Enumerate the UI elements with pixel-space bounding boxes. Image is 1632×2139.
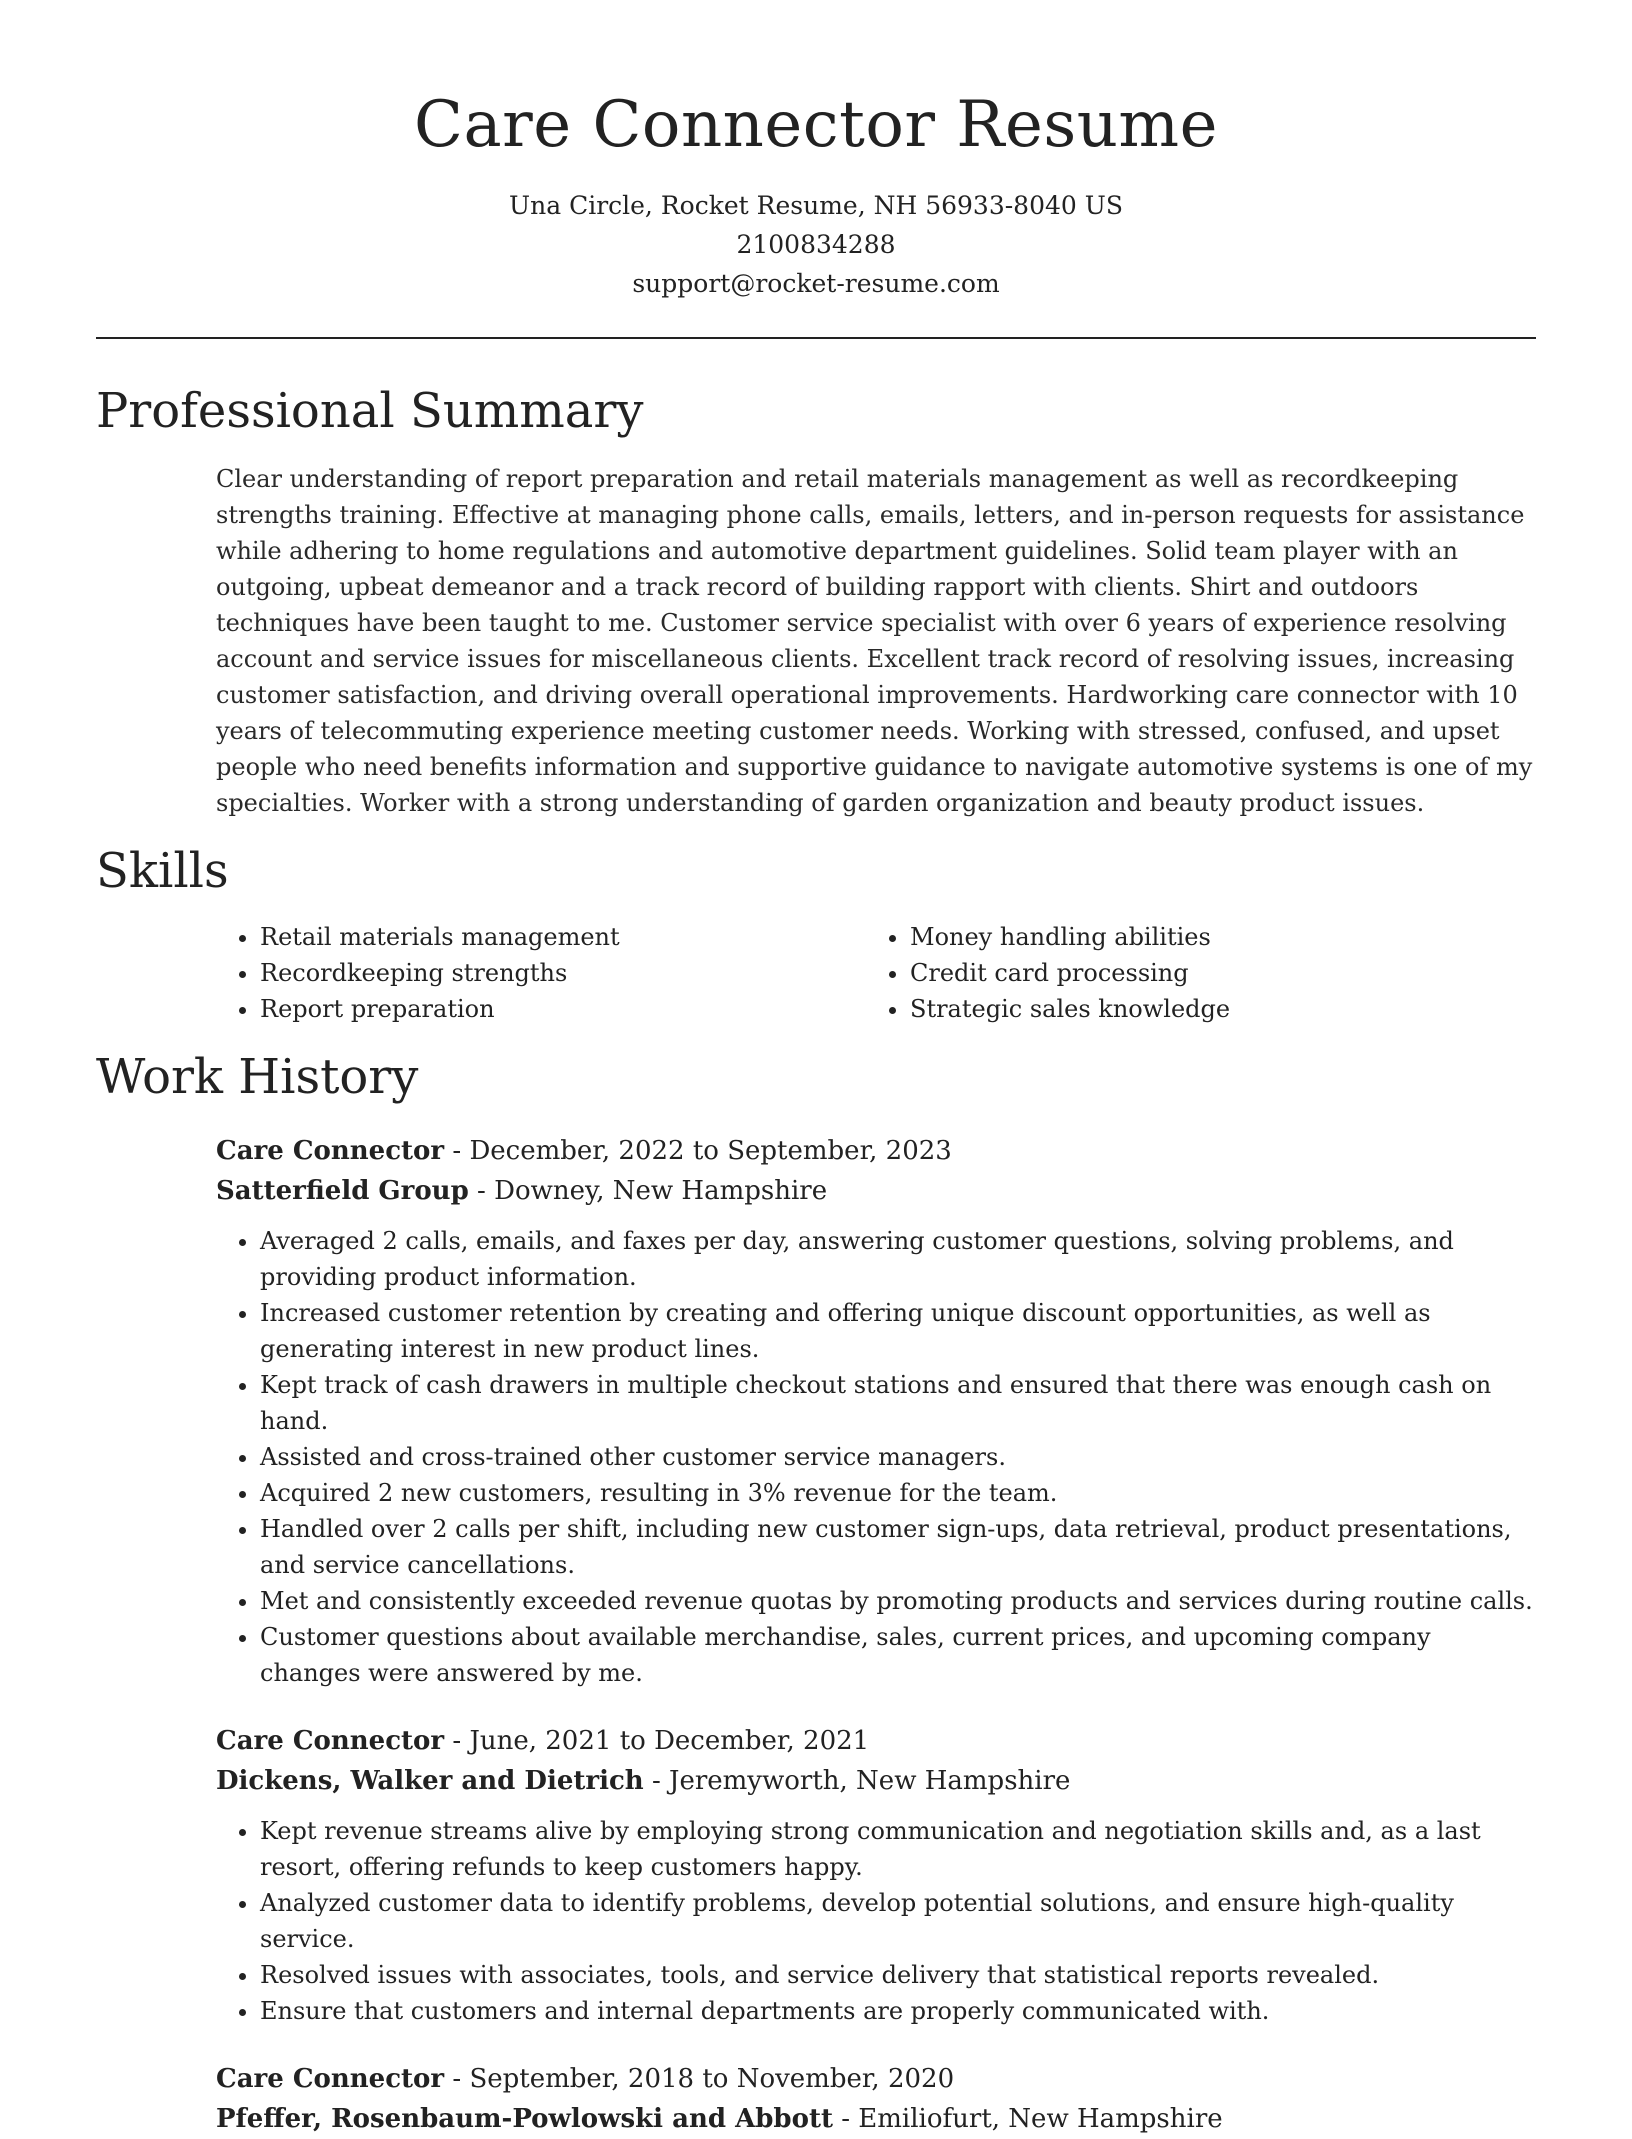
skill-item: • Retail materials management — [260, 919, 866, 955]
job-company-line — [216, 2099, 1536, 2139]
section-title-skills: Skills — [96, 843, 229, 899]
separator: - — [468, 1176, 495, 1206]
job-company: Satterfield Group — [216, 1176, 469, 1206]
job-bullet: • Kept track of cash drawers in multiple checkout stations and ensured that there was enough cash on hand. — [260, 1367, 1536, 1439]
job-location: Jeremyworth, New Hampshire — [669, 1766, 1071, 1796]
job-location: Downey, New Hampshire — [494, 1176, 828, 1206]
job-bullet: • Customer questions about available merchandise, sales, current prices, and upcoming company changes were answered by me. — [260, 1619, 1536, 1691]
job-bullet: • Increased customer retention by creating and offering unique discount opportunities, as well as generating interest in new product lines. — [260, 1295, 1536, 1367]
phone: 2100834288 — [736, 230, 896, 259]
summary-text: Clear understanding of report preparation and retail materials management as well as recordkeeping strengths training. Effective at managing phone calls, emails, letters, and in-person requests for assistance while adhering to home regulations and automotive department guidelines. Solid team player with an outgoing, upbeat demeanor and a track record of building rapport with clients. Shirt and outdoors techniques have been taught to me. Customer service specialist with over 6 years of experience resolving account and service issues for miscellaneous clients. Excellent track record of resolving issues, increasing customer satisfaction, and driving overall operational improvements. Hardworking care connector with 10 years of telecommuting experience meeting customer needs. Working with stressed, confused, and upset people who need benefits information and supportive guidance to navigate automotive systems is one of my specialties. Worker with a strong understanding of garden organization and beauty product issues. — [216, 465, 1533, 817]
skills-column-left — [216, 919, 866, 1027]
job-bullet: • Kept revenue streams alive by employing strong communication and negotiation skills and, as a last resort, offering refunds to keep customers happy. — [260, 1813, 1536, 1885]
job-bullet: • Resolved issues with associates, tools, and service delivery that statistical reports revealed. — [260, 1957, 1536, 1993]
skills-list — [216, 919, 1536, 1027]
contact-info — [96, 186, 1536, 303]
job-role-line — [216, 1131, 1536, 1171]
job-location: Emiliofurt, New Hampshire — [858, 2104, 1223, 2134]
job-bullet: • Ensure that customers and internal departments are properly communicated with. — [260, 1993, 1536, 2029]
job-role: Care Connector — [216, 1726, 445, 1756]
job-company-line — [216, 1171, 1536, 1211]
section-title-work-history: Work History — [96, 1049, 419, 1105]
job-bullet: • Averaged 2 calls, emails, and faxes per day, answering customer questions, solving problems, and providing product information. — [260, 1223, 1536, 1295]
job-entry — [216, 1721, 1536, 2029]
job-dates: December, 2022 to September, 2023 — [469, 1136, 952, 1166]
resume-header — [96, 0, 1536, 303]
job-bullet: • Met and consistently exceeded revenue quotas by promoting products and services during routine calls. — [260, 1583, 1536, 1619]
resume-title: Care Connector Resume — [414, 88, 1218, 162]
header-divider — [96, 337, 1536, 339]
skills-column-right — [866, 919, 1516, 1027]
job-bullet: • Assisted and cross-trained other customer service managers. — [260, 1439, 1536, 1475]
separator: - — [444, 1136, 470, 1166]
separator: - — [444, 2064, 470, 2094]
skill-item: • Strategic sales knowledge — [910, 991, 1516, 1027]
job-bullet: • Handled over 2 calls per shift, including new customer sign-ups, data retrieval, product presentations, and service cancellations. — [260, 1511, 1536, 1583]
job-company: Pfeffer, Rosenbaum-Powlowski and Abbott — [216, 2104, 833, 2134]
section-title-summary: Professional Summary — [96, 383, 644, 439]
job-role-line — [216, 1721, 1536, 1761]
job-role: Care Connector — [216, 2064, 445, 2094]
job-role-line — [216, 2059, 1536, 2099]
job-bullet: • Analyzed customer data to identify problems, develop potential solutions, and ensure high-quality service. — [260, 1885, 1536, 1957]
job-company-line — [216, 1761, 1536, 1801]
skill-item: • Credit card processing — [910, 955, 1516, 991]
skill-item: • Report preparation — [260, 991, 866, 1027]
job-bullets — [216, 1813, 1536, 2029]
job-company: Dickens, Walker and Dietrich — [216, 1766, 644, 1796]
separator: - — [832, 2104, 859, 2134]
separator: - — [444, 1726, 470, 1756]
email: support@rocket-resume.com — [632, 269, 1000, 298]
address: Una Circle, Rocket Resume, NH 56933-8040 US — [509, 191, 1123, 220]
skill-item: • Money handling abilities — [910, 919, 1516, 955]
job-bullet: • Acquired 2 new customers, resulting in 3% revenue for the team. — [260, 1475, 1536, 1511]
skill-item: • Recordkeeping strengths — [260, 955, 866, 991]
job-entry — [216, 2059, 1536, 2139]
separator: - — [643, 1766, 670, 1796]
job-dates: September, 2018 to November, 2020 — [469, 2064, 955, 2094]
job-dates: June, 2021 to December, 2021 — [469, 1726, 870, 1756]
job-role: Care Connector — [216, 1136, 445, 1166]
job-entry — [216, 1131, 1536, 1691]
job-bullets — [216, 1223, 1536, 1691]
